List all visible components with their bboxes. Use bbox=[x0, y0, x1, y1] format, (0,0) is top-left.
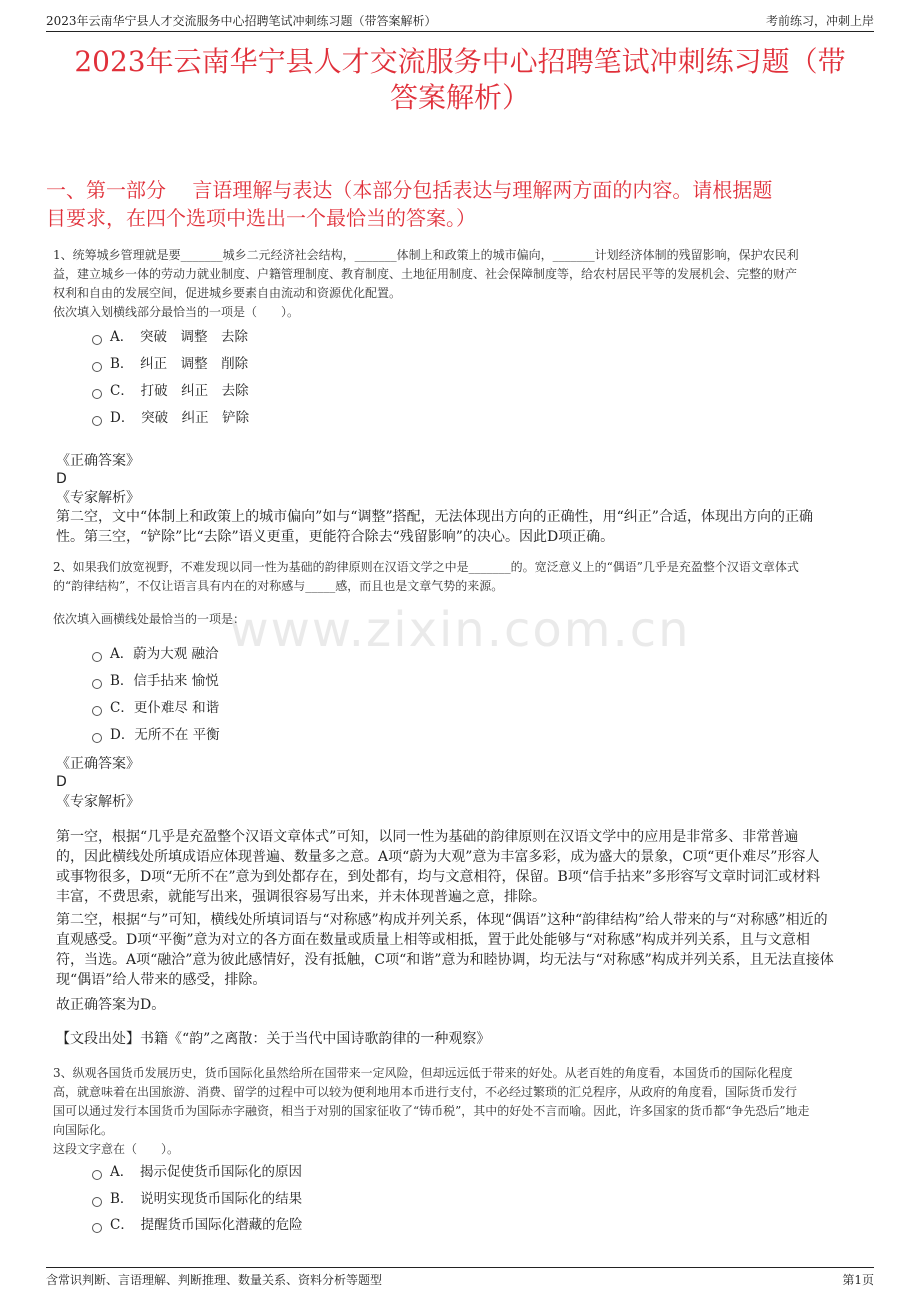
question-1-line-1: 1、统筹城乡管理就是要_______城乡二元经济社会结构，_______体制上和政策上的城市偏向，_______计划经济体制的残留影响，保护农民利 bbox=[53, 248, 799, 262]
question-3-line-4: 向国际化。 bbox=[53, 1123, 114, 1137]
question-2-analysis-p1 bbox=[56, 827, 864, 907]
question-2-prompt: 依次填入画横线处最恰当的一项是： bbox=[53, 612, 246, 626]
header-doc-title: 2023年云南华宁县人才交流服务中心招聘笔试冲刺练习题（带答案解析） bbox=[46, 14, 437, 28]
header-divider bbox=[46, 31, 874, 32]
analysis-line: 第二空，文中“体制上和政策上的城市偏向”如与“调整”搭配，无法体现出方向的正确性，用“纠正”合适，体现出方向的正确 bbox=[56, 509, 813, 525]
question-3-line-1: 3、纵观各国货币发展历史，货币国际化虽然给所在国带来一定风险，但却远远低于带来的好处。从老百姓的角度看，本国货币的国际化程度 bbox=[53, 1066, 793, 1080]
question-2-option-a[interactable] bbox=[92, 645, 219, 663]
watermark: www.zixin.com.cn bbox=[229, 602, 691, 658]
radio-icon[interactable] bbox=[92, 733, 102, 743]
question-1-line-2: 益，建立城乡一体的劳动力就业制度、户籍管理制度、教育制度、土地征用制度、社会保障制度等，给农村居民平等的发展机会、完整的财产 bbox=[53, 267, 798, 281]
option-label: C．更仆难尽 和谐 bbox=[110, 700, 220, 716]
analysis-line: 符，当选。A项“融洽”意为彼此感情好，没有抵触，C项“和谐”意为和睦协调，均无法与“对称感”构成并列关系，且无法直接体 bbox=[56, 952, 834, 968]
question-1-analysis bbox=[56, 507, 864, 547]
question-3-stem bbox=[53, 1064, 873, 1159]
radio-icon[interactable] bbox=[92, 416, 102, 426]
page-title bbox=[46, 44, 874, 116]
analysis-line: 的，因此横线处所填成语应体现普遍、数量多之意。A项“蔚为大观”意为丰富多彩，成为盛大的景象，C项“更仆难尽”形容人 bbox=[56, 849, 820, 865]
question-1-option-b[interactable] bbox=[92, 355, 248, 373]
question-1-line-3: 权利和自由的发展空间，促进城乡要素自由流动和资源优化配置。 bbox=[53, 286, 402, 300]
header-slogan: 考前练习，冲刺上岸 bbox=[765, 14, 874, 28]
option-label: C． 打破 纠正 去除 bbox=[110, 383, 249, 399]
radio-icon[interactable] bbox=[92, 362, 102, 372]
analysis-line: 第二空，根据“与”可知，横线处所填词语与“对称感”构成并列关系，体现“偶语”这种“韵律结构”给人带来的与“对称感”相近的 bbox=[56, 912, 828, 928]
page-title-line-1: 2023年云南华宁县人才交流服务中心招聘笔试冲刺练习题（带 bbox=[74, 45, 846, 78]
question-2-conclusion: 故正确答案为D。 bbox=[56, 997, 166, 1013]
radio-icon[interactable] bbox=[92, 679, 102, 689]
analysis-line: 性。第三空，“铲除”比“去除”语义更重，更能符合除去“残留影响”的决心。因此D项正确。 bbox=[56, 529, 615, 545]
radio-icon[interactable] bbox=[92, 652, 102, 662]
question-2-option-d[interactable] bbox=[92, 726, 220, 744]
radio-icon[interactable] bbox=[92, 706, 102, 716]
footer-divider bbox=[46, 1267, 874, 1268]
question-2-option-b[interactable] bbox=[92, 672, 219, 690]
question-3-line-3: 国可以通过发行本国货币为国际赤字融资，相当于对别的国家征收了“铸币税”，其中的好处不言而喻。因此，许多国家的货币都“争先恐后”地走 bbox=[53, 1104, 810, 1118]
radio-icon[interactable] bbox=[92, 389, 102, 399]
question-1-option-c[interactable] bbox=[92, 382, 249, 400]
question-2-answer: D bbox=[56, 774, 67, 790]
question-2-option-c[interactable] bbox=[92, 699, 219, 717]
option-label: B． 说明实现货币国际化的结果 bbox=[110, 1191, 303, 1207]
question-3-option-b[interactable] bbox=[92, 1190, 302, 1208]
option-label: C． 提醒货币国际化潜藏的危险 bbox=[110, 1217, 303, 1233]
question-3-line-2: 高，就意味着在出国旅游、消费、留学的过程中可以较为便利地用本币进行支付，不必经过繁琐的汇兑程序，从政府的角度看，国际货币发行 bbox=[53, 1085, 798, 1099]
question-1-prompt: 依次填入划横线部分最恰当的一项是（ ）。 bbox=[53, 305, 300, 319]
section-heading-line-1: 一、第一部分 言语理解与表达（本部分包括表达与理解两方面的内容。请根据题 bbox=[46, 178, 773, 202]
analysis-line: 第一空，根据“几乎是充盈整个汉语文章体式”可知，以同一性为基础的韵律原则在汉语文学中的应用是非常多、非常普遍 bbox=[56, 829, 799, 845]
page-title-line-2: 答案解析） bbox=[389, 81, 530, 114]
option-label: B．信手拈来 愉悦 bbox=[110, 673, 219, 689]
question-3-prompt: 这段文字意在（ ）。 bbox=[53, 1142, 180, 1156]
radio-icon[interactable] bbox=[92, 1197, 102, 1207]
question-1-option-a[interactable] bbox=[92, 328, 248, 346]
option-label: D． 突破 纠正 铲除 bbox=[110, 410, 250, 426]
question-1-answer-label: 《正确答案》 bbox=[56, 453, 140, 469]
analysis-line: 直观感受。D项“平衡”意为对立的各方面在数量或质量上相等或相抵，置于此处能够与“对称感”构成并列关系，且与文意相 bbox=[56, 932, 810, 948]
radio-icon[interactable] bbox=[92, 1223, 102, 1233]
analysis-line: 或事物很多，D项“无所不在”意为到处都存在，到处都有，均与文意相符，保留。B项“信手拈来”多形容写文章时词汇或材料 bbox=[56, 869, 821, 885]
footer-topics: 含常识判断、言语理解、判断推理、数量关系、资料分析等题型 bbox=[46, 1273, 383, 1287]
question-3-option-a[interactable] bbox=[92, 1163, 302, 1181]
question-2-line-1: 2、如果我们放宽视野，不难发现以同一性为基础的韵律原则在汉语文学之中是_______的。宽泛意义上的“偶语”几乎是充盈整个汉语文章体式 bbox=[53, 560, 799, 574]
footer-page-number: 第1页 bbox=[842, 1273, 874, 1287]
radio-icon[interactable] bbox=[92, 335, 102, 345]
option-label: A． 突破 调整 去除 bbox=[110, 329, 248, 345]
analysis-line: 丰富，不费思索，就能写出来，强调很容易写出来，并未体现普遍之意，排除。 bbox=[56, 889, 546, 905]
section-heading bbox=[46, 176, 876, 232]
question-2-line-2: 的“韵律结构”，不仅让语言具有内在的对称感与_____感，而且也是文章气势的来源。 bbox=[53, 579, 504, 593]
question-1-stem bbox=[53, 246, 873, 322]
question-1-answer: D bbox=[56, 471, 67, 487]
option-label: A．蔚为大观 融洽 bbox=[110, 646, 219, 662]
question-1-option-d[interactable] bbox=[92, 409, 249, 427]
option-label: D．无所不在 平衡 bbox=[110, 727, 220, 743]
analysis-line: 现“偶语”给人带来的感受，排除。 bbox=[56, 972, 267, 988]
question-2-stem bbox=[53, 558, 873, 596]
question-2-source: 【文段出处】书籍《“韵”之离散：关于当代中国诗歌韵律的一种观察》 bbox=[56, 1031, 491, 1047]
option-label: A． 揭示促使货币国际化的原因 bbox=[110, 1164, 302, 1180]
option-label: B． 纠正 调整 削除 bbox=[110, 356, 249, 372]
radio-icon[interactable] bbox=[92, 1170, 102, 1180]
question-2-answer-label: 《正确答案》 bbox=[56, 756, 140, 772]
question-2-analysis-label: 《专家解析》 bbox=[56, 794, 140, 810]
section-heading-line-2: 目要求，在四个选项中选出一个最恰当的答案。） bbox=[46, 206, 476, 230]
question-1-analysis-label: 《专家解析》 bbox=[56, 490, 140, 506]
question-3-option-c[interactable] bbox=[92, 1216, 303, 1234]
question-2-analysis-p2 bbox=[56, 910, 864, 990]
